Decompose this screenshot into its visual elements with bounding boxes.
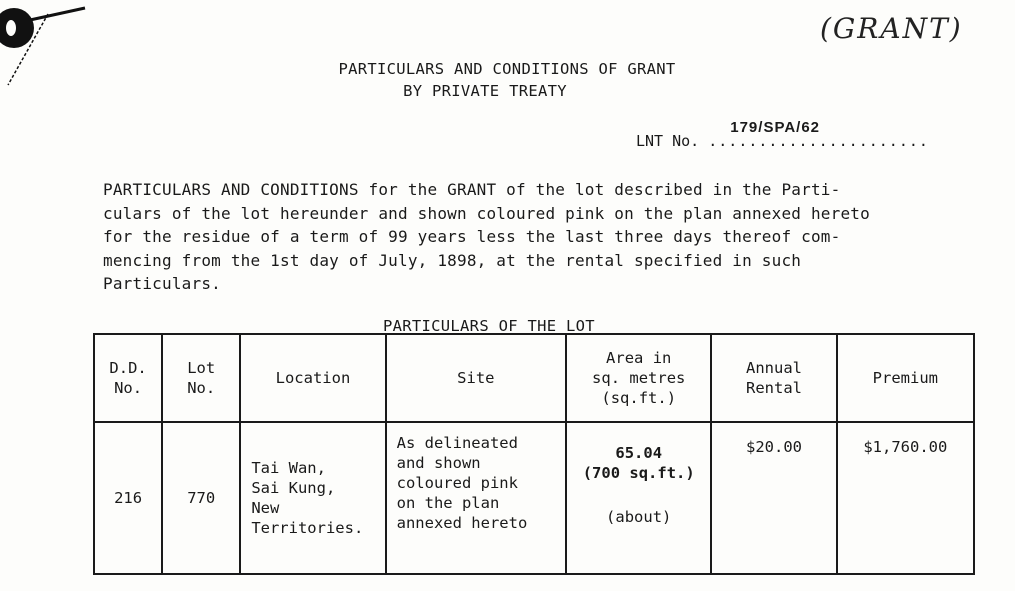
- table-row: [94, 422, 974, 574]
- cell-dd-no: 216: [94, 422, 162, 574]
- header-dd-no: D.D. No.: [94, 334, 162, 422]
- scan-mark-graphic: [0, 0, 95, 100]
- intro-line: Particulars.: [103, 274, 221, 293]
- cell-annual-rental: $20.00: [711, 422, 836, 574]
- lnt-label: LNT No.: [636, 132, 700, 150]
- header-location: Location: [240, 334, 385, 422]
- lnt-dotted-leader: ...................... 179/SPA/62: [708, 119, 929, 150]
- heading-line-2: BY PRIVATE TREATY: [403, 82, 567, 100]
- cell-location: Tai Wan, Sai Kung, New Territories.: [240, 422, 385, 574]
- table-title: PARTICULARS OF THE LOT: [383, 317, 595, 335]
- cell-lot-no: 770: [162, 422, 240, 574]
- header-premium: Premium: [837, 334, 974, 422]
- intro-line: for the residue of a term of 99 years less the last three days thereof com-: [103, 227, 841, 246]
- cell-area: 65.04 (700 sq.ft.) (about): [566, 422, 711, 574]
- cell-site: As delineated and shown coloured pink on the plan annexed hereto: [386, 422, 566, 574]
- cell-premium: $1,760.00: [837, 422, 974, 574]
- lnt-number: 179/SPA/62: [730, 119, 821, 136]
- handwritten-annotation: (GRANT): [820, 12, 963, 45]
- table-header-row: [94, 334, 974, 422]
- heading-line-1: PARTICULARS AND CONDITIONS OF GRANT: [338, 60, 676, 78]
- header-area: Area in sq. metres (sq.ft.): [566, 334, 711, 422]
- intro-paragraph: [103, 178, 870, 296]
- header-annual-rental: Annual Rental: [711, 334, 836, 422]
- lnt-line: [636, 119, 929, 150]
- intro-line: mencing from the 1st day of July, 1898, at the rental specified in such: [103, 250, 802, 270]
- intro-line: culars of the lot hereunder and shown coloured pink on the plan annexed hereto: [103, 203, 870, 223]
- header-site: Site: [386, 334, 566, 422]
- particulars-table: [93, 333, 975, 575]
- header-lot-no: Lot No.: [162, 334, 240, 422]
- intro-line: PARTICULARS AND CONDITIONS for the GRANT of the lot described in the Parti-: [103, 180, 841, 199]
